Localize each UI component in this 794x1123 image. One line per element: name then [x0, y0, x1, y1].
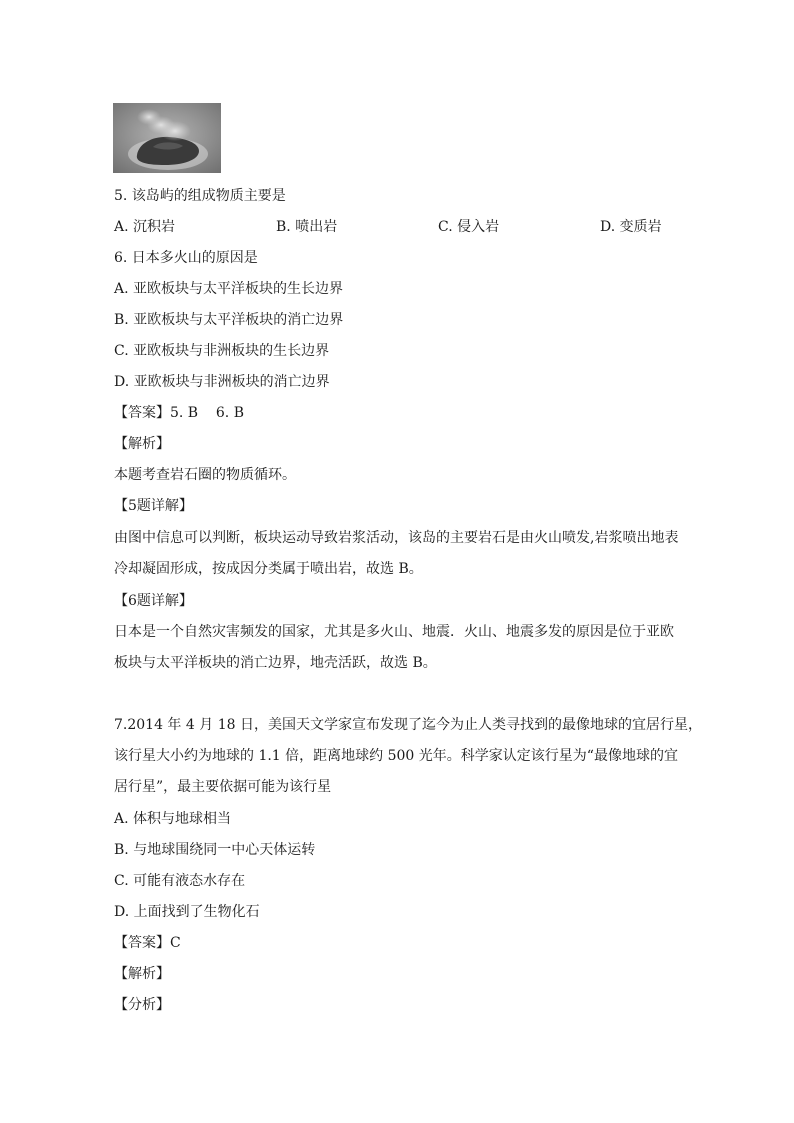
q5-detail-line-2: 冷却凝固形成，按成因分类属于喷出岩，故选 B。: [114, 561, 423, 577]
question-5-stem: 5. 该岛屿的组成物质主要是: [114, 188, 286, 204]
q6-option-a: A. 亚欧板块与太平洋板块的生长边界: [114, 281, 344, 297]
q6-detail-header: 【6题详解】: [114, 593, 193, 609]
q5-detail-line-1: 由图中信息可以判断，板块运动导致岩浆活动，该岛的主要岩石是由火山喷发,岩浆喷出地表: [114, 530, 679, 546]
q7-analysis-sub-header: 【分析】: [114, 997, 170, 1013]
q6-option-d: D. 亚欧板块与非洲板块的消亡边界: [114, 374, 330, 390]
volcanic-island-image: [113, 103, 221, 173]
q5-option-d: D. 变质岩: [600, 219, 662, 235]
q7-option-b: B. 与地球围绕同一中心天体运转: [114, 842, 316, 858]
question-7-stem-line-2: 该行星大小约为地球的 1.1 倍，距离地球约 500 光年。科学家认定该行星为“最像地球的宜: [114, 748, 678, 764]
question-7-stem-line-1: 7.2014 年 4 月 18 日，美国天文学家宣布发现了迄今为止人类寻找到的最像地球的宜居行星，: [114, 717, 702, 733]
analysis-header: 【解析】: [114, 436, 170, 452]
q6-detail-line-2: 板块与太平洋板块的消亡边界，地壳活跃，故选 B。: [114, 655, 437, 671]
answer-5-6: 【答案】5. B 6. B: [114, 405, 244, 421]
q7-analysis-header: 【解析】: [114, 966, 170, 982]
q7-option-a: A. 体积与地球相当: [114, 811, 232, 827]
question-7-stem-line-3: 居行星”，最主要依据可能为该行星: [114, 779, 332, 795]
q6-detail-line-1: 日本是一个自然灾害频发的国家，尤其是多火山、地震．火山、地震多发的原因是位于亚欧: [114, 624, 674, 640]
q6-option-c: C. 亚欧板块与非洲板块的生长边界: [114, 343, 330, 359]
q5-option-a: A. 沉积岩: [114, 219, 176, 235]
q7-option-c: C. 可能有液态水存在: [114, 873, 246, 889]
island-photo: [113, 103, 221, 173]
q5-option-c: C. 侵入岩: [438, 219, 500, 235]
q6-option-b: B. 亚欧板块与太平洋板块的消亡边界: [114, 312, 344, 328]
analysis-intro: 本题考查岩石圈的物质循环。: [114, 467, 296, 483]
q7-option-d: D. 上面找到了生物化石: [114, 904, 260, 920]
q5-detail-header: 【5题详解】: [114, 498, 193, 514]
question-6-stem: 6. 日本多火山的原因是: [114, 250, 258, 266]
answer-7: 【答案】C: [114, 935, 181, 951]
q5-option-b: B. 喷出岩: [276, 219, 338, 235]
